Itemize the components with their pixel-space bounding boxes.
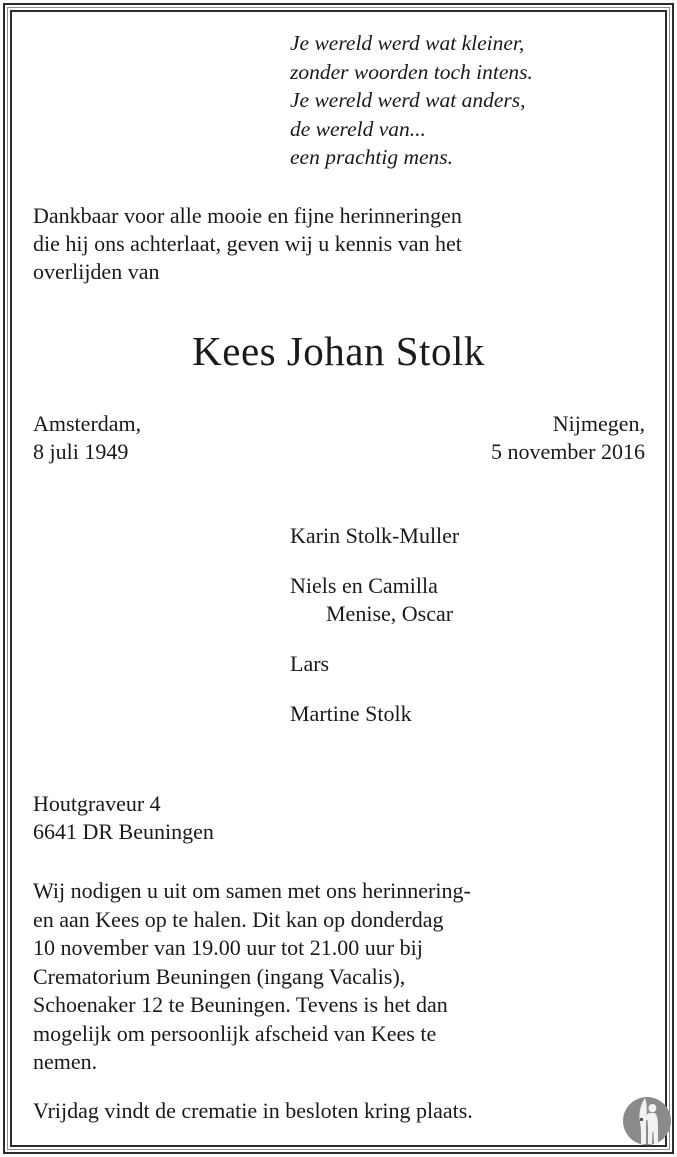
intro-line-3: overlijden van (33, 259, 160, 284)
address-city: 6641 DR Beuningen (33, 819, 214, 844)
poem-line-5: een prachtig mens. (290, 145, 454, 169)
invitation-paragraph (33, 877, 645, 1077)
invitation-line-2: en aan Kees op te halen. Dit kan op donderdag (33, 906, 444, 932)
family-member: Niels en Camilla (290, 573, 438, 598)
funeral-home-logo-icon (621, 1095, 673, 1147)
family-children: Menise, Oscar (326, 601, 454, 626)
deceased-name: Kees Johan Stolk (192, 328, 485, 374)
poem-line-1: Je wereld werd wat kleiner, (290, 31, 525, 55)
intro-line-1: Dankbaar voor alle mooie en fijne herinneringen (33, 203, 462, 228)
invitation-line-1: Wij nodigen u uit om samen met ons herinnering- (33, 878, 471, 903)
birth-date: 8 juli 1949 (33, 439, 129, 464)
invitation-line-4: Crematorium Beuningen (ingang Vacalis), (33, 963, 406, 989)
intro-line-2: die hij ons achterlaat, geven wij u kennis van het (33, 231, 462, 256)
poem-line-4: de wereld van... (290, 116, 426, 141)
family-group (290, 700, 459, 728)
intro-paragraph (33, 202, 643, 286)
family-member: Karin Stolk-Muller (290, 523, 460, 548)
poem (290, 29, 533, 172)
family-list (290, 522, 459, 728)
invitation-line-6: mogelijk om persoonlijk afscheid van Kees te (33, 1020, 437, 1046)
invitation-line-5: Schoenaker 12 te Beuningen. Tevens is het dan (33, 992, 448, 1017)
family-member: Martine Stolk (290, 701, 412, 726)
poem-line-2: zonder woorden toch intens. (290, 59, 533, 84)
invitation-line-7: nemen. (33, 1049, 98, 1074)
correspondence-address (33, 790, 214, 846)
death-date: 5 november 2016 (491, 439, 645, 464)
closing-line: Vrijdag vindt de crematie in besloten kring plaats. (33, 1098, 473, 1123)
address-street: Houtgraveur 4 (33, 791, 161, 816)
birth-place: Amsterdam, (33, 411, 142, 436)
family-group (290, 572, 459, 628)
invitation-line-3: 10 november van 19.00 uur tot 21.00 uur bij (33, 935, 423, 960)
card-content (12, 12, 665, 1145)
death-details (491, 410, 645, 466)
family-member: Lars (290, 651, 330, 676)
poem-line-3: Je wereld werd wat anders, (290, 88, 526, 112)
birth-details (33, 410, 141, 466)
family-group (290, 522, 459, 550)
family-group (290, 650, 459, 678)
death-place: Nijmegen, (552, 411, 645, 436)
